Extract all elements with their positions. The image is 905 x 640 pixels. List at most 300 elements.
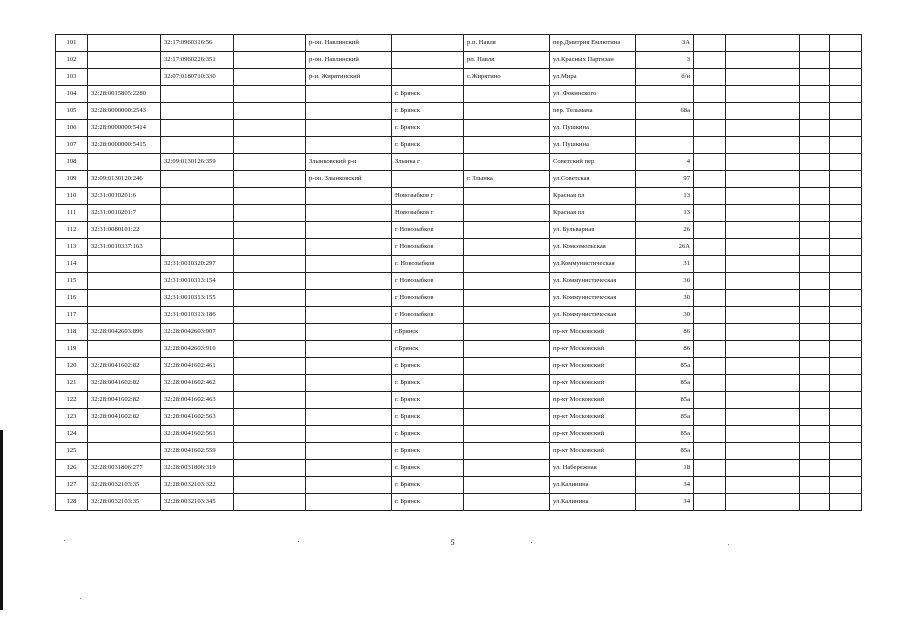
table-cell: 85а: [636, 392, 694, 409]
table-cell: г Новозыбков: [392, 290, 464, 307]
table-cell: 31: [636, 256, 694, 273]
table-cell: г. Брянск: [392, 375, 464, 392]
table-cell: [306, 494, 392, 511]
table-cell: [694, 460, 726, 477]
table-cell: [726, 477, 800, 494]
table-cell: г. Брянск: [392, 86, 464, 103]
table-cell: г. Брянск: [392, 426, 464, 443]
table-cell: [726, 443, 800, 460]
table-cell: 34: [636, 494, 694, 511]
table-cell: ул.Красных Партизан: [550, 52, 636, 69]
table-cell: [800, 52, 830, 69]
table-cell: [830, 341, 862, 358]
table-cell: [800, 375, 830, 392]
table-cell: [830, 443, 862, 460]
table-cell: [234, 52, 306, 69]
table-row: [56, 426, 862, 443]
table-cell: [830, 409, 862, 426]
table-row: [56, 205, 862, 222]
table-row: [56, 120, 862, 137]
table-cell: [726, 290, 800, 307]
table-row: [56, 409, 862, 426]
table-cell: 68а: [636, 103, 694, 120]
table-cell: Новозыбков г: [392, 188, 464, 205]
table-cell: 32:28:0000000:5414: [88, 120, 161, 137]
table-cell: 101: [56, 35, 88, 52]
table-cell: [726, 35, 800, 52]
table-cell: 32:31:0010320:297: [161, 256, 234, 273]
table-cell: [306, 477, 392, 494]
table-cell: [306, 375, 392, 392]
table-cell: [694, 86, 726, 103]
table-cell: [392, 69, 464, 86]
table-cell: [694, 324, 726, 341]
table-cell: [464, 120, 550, 137]
table-cell: [694, 120, 726, 137]
table-cell: 121: [56, 375, 88, 392]
table-cell: 107: [56, 137, 88, 154]
table-cell: 32:28:0041602:82: [88, 409, 161, 426]
table-cell: 13: [636, 205, 694, 222]
table-cell: пр-кт Московский: [550, 409, 636, 426]
table-cell: Злынка г: [392, 154, 464, 171]
table-cell: ул. Бульварная: [550, 222, 636, 239]
table-cell: [800, 222, 830, 239]
table-cell: ул. Коммунистическая: [550, 290, 636, 307]
table-cell: 115: [56, 273, 88, 290]
table-cell: [161, 222, 234, 239]
table-cell: [726, 86, 800, 103]
table-cell: [694, 409, 726, 426]
table-cell: 32:28:0000000:2543: [88, 103, 161, 120]
table-cell: [726, 239, 800, 256]
table-cell: 32:28:0015805:2280: [88, 86, 161, 103]
table-cell: [306, 86, 392, 103]
table-cell: ул. Набережная: [550, 460, 636, 477]
table-cell: [694, 341, 726, 358]
table-cell: [464, 460, 550, 477]
table-cell: [726, 460, 800, 477]
table-cell: 30: [636, 307, 694, 324]
table-row: [56, 477, 862, 494]
table-cell: [234, 375, 306, 392]
table-cell: рп. Навля: [464, 52, 550, 69]
table-cell: 32:09:0130126:359: [161, 154, 234, 171]
table-cell: [800, 69, 830, 86]
table-cell: [636, 86, 694, 103]
table-cell: [234, 358, 306, 375]
table-cell: 32:28:0041602:82: [88, 375, 161, 392]
table-cell: [694, 290, 726, 307]
table-cell: [306, 273, 392, 290]
table-cell: [636, 137, 694, 154]
table-cell: 116: [56, 290, 88, 307]
table-cell: пр-кт Московский: [550, 392, 636, 409]
table-cell: б/н: [636, 69, 694, 86]
table-cell: [464, 239, 550, 256]
table-cell: [800, 460, 830, 477]
table-row: [56, 137, 862, 154]
table-cell: [88, 52, 161, 69]
table-cell: [830, 120, 862, 137]
table-cell: г.Брянск: [392, 341, 464, 358]
table-cell: 114: [56, 256, 88, 273]
table-cell: [726, 222, 800, 239]
table-cell: ул. Комсомольская: [550, 239, 636, 256]
table-cell: [306, 341, 392, 358]
table-cell: [830, 171, 862, 188]
table-cell: [234, 477, 306, 494]
table-cell: [88, 69, 161, 86]
table-cell: [234, 324, 306, 341]
table-cell: 32:28:0041602:559: [161, 443, 234, 460]
table-cell: 123: [56, 409, 88, 426]
table-cell: р-н. Жирятинский: [306, 69, 392, 86]
table-cell: [234, 494, 306, 511]
table-cell: [234, 426, 306, 443]
table-cell: [726, 256, 800, 273]
table-cell: [726, 341, 800, 358]
table-cell: пр-кт Московский: [550, 443, 636, 460]
table-row: [56, 341, 862, 358]
table-cell: ул. Коммунистическая: [550, 273, 636, 290]
table-cell: 32:31:0010313:186: [161, 307, 234, 324]
table-cell: [830, 222, 862, 239]
table-cell: [694, 358, 726, 375]
table-cell: 112: [56, 222, 88, 239]
table-cell: [726, 103, 800, 120]
table-cell: [694, 494, 726, 511]
table-cell: [800, 273, 830, 290]
table-cell: [830, 239, 862, 256]
table-cell: [392, 171, 464, 188]
table-cell: [234, 69, 306, 86]
table-cell: 26А: [636, 239, 694, 256]
table-cell: [306, 222, 392, 239]
table-cell: [830, 290, 862, 307]
table-cell: [800, 341, 830, 358]
table-cell: 128: [56, 494, 88, 511]
table-cell: ул.Коммунистическая: [550, 256, 636, 273]
table-cell: [464, 188, 550, 205]
table-cell: 32:28:0032103:35: [88, 477, 161, 494]
table-cell: 119: [56, 341, 88, 358]
table-cell: ул. Фокинского: [550, 86, 636, 103]
table-cell: [694, 52, 726, 69]
table-cell: 108: [56, 154, 88, 171]
table-cell: [88, 443, 161, 460]
table-cell: [161, 103, 234, 120]
table-cell: [464, 358, 550, 375]
table-cell: [694, 171, 726, 188]
table-cell: ул.Калинина: [550, 494, 636, 511]
table-cell: 32:28:0032103:35: [88, 494, 161, 511]
table-cell: р-он. Навлинский: [306, 35, 392, 52]
table-cell: [306, 460, 392, 477]
table-cell: [464, 392, 550, 409]
table-cell: [306, 290, 392, 307]
table-cell: 32:28:0042603:910: [161, 341, 234, 358]
table-cell: [464, 494, 550, 511]
table-cell: [726, 154, 800, 171]
table-row: [56, 239, 862, 256]
table-cell: [636, 120, 694, 137]
table-cell: 85а: [636, 443, 694, 460]
table-cell: [694, 477, 726, 494]
table-row: [56, 222, 862, 239]
table-row: [56, 35, 862, 52]
table-cell: г. Брянск: [392, 443, 464, 460]
table-cell: [88, 154, 161, 171]
table-cell: [88, 35, 161, 52]
table-cell: [234, 205, 306, 222]
table-cell: [800, 409, 830, 426]
table-cell: [726, 494, 800, 511]
table-cell: 86: [636, 324, 694, 341]
table-cell: 120: [56, 358, 88, 375]
table-cell: [830, 324, 862, 341]
table-cell: 13: [636, 188, 694, 205]
table-cell: 32:28:0041602:82: [88, 358, 161, 375]
scan-speck: [728, 544, 729, 545]
table-cell: [830, 52, 862, 69]
table-cell: [726, 426, 800, 443]
page-number: 5: [450, 538, 455, 547]
table-cell: 30: [636, 290, 694, 307]
table-cell: [234, 154, 306, 171]
table-cell: [800, 205, 830, 222]
table-cell: [464, 103, 550, 120]
table-cell: 105: [56, 103, 88, 120]
table-cell: [306, 256, 392, 273]
table-cell: 85а: [636, 409, 694, 426]
table-cell: 97: [636, 171, 694, 188]
table-cell: [234, 86, 306, 103]
table-cell: г. Брянск: [392, 392, 464, 409]
table-cell: [464, 86, 550, 103]
table-cell: 3: [636, 52, 694, 69]
table-row: [56, 86, 862, 103]
table-cell: [694, 154, 726, 171]
table-cell: [830, 69, 862, 86]
table-cell: [726, 307, 800, 324]
scan-speck: [531, 542, 532, 543]
table-cell: [234, 392, 306, 409]
table-cell: [830, 154, 862, 171]
table-cell: 111: [56, 205, 88, 222]
table-cell: [88, 273, 161, 290]
table-cell: [306, 324, 392, 341]
table-cell: [830, 494, 862, 511]
table-cell: [800, 307, 830, 324]
table-cell: [464, 205, 550, 222]
table-cell: [830, 426, 862, 443]
table-cell: 26: [636, 222, 694, 239]
table-cell: [88, 426, 161, 443]
table-cell: [306, 307, 392, 324]
table-cell: [306, 120, 392, 137]
table-cell: [800, 324, 830, 341]
table-cell: 32:31:0010201:7: [88, 205, 161, 222]
table-cell: [800, 137, 830, 154]
table-cell: г. Злынка: [464, 171, 550, 188]
table-cell: [800, 120, 830, 137]
table-cell: [306, 205, 392, 222]
table-cell: [392, 35, 464, 52]
table-cell: [306, 409, 392, 426]
table-cell: ул. Пушкина: [550, 137, 636, 154]
table-row: [56, 375, 862, 392]
table-cell: [726, 358, 800, 375]
table-cell: [800, 171, 830, 188]
table-cell: [306, 188, 392, 205]
table-cell: 125: [56, 443, 88, 460]
table-row: [56, 290, 862, 307]
table-cell: [464, 477, 550, 494]
table-cell: [694, 188, 726, 205]
table-cell: 117: [56, 307, 88, 324]
table-cell: [234, 273, 306, 290]
table-cell: пр-кт Московский: [550, 341, 636, 358]
table-cell: г. Новозыбков: [392, 256, 464, 273]
table-cell: Новозыбков г: [392, 205, 464, 222]
table-cell: 34: [636, 477, 694, 494]
table-cell: [830, 358, 862, 375]
table-cell: [464, 409, 550, 426]
scan-speck: [298, 541, 299, 542]
table-cell: 113: [56, 239, 88, 256]
table-cell: 118: [56, 324, 88, 341]
registry-table: [55, 34, 862, 511]
table-cell: [726, 375, 800, 392]
table-cell: [88, 256, 161, 273]
table-cell: [830, 188, 862, 205]
table-row: [56, 69, 862, 86]
table-cell: г. Брянск: [392, 137, 464, 154]
table-cell: г Новозыбков: [392, 222, 464, 239]
table-cell: 32:28:0000000:5415: [88, 137, 161, 154]
table-cell: 32:31:0080101:22: [88, 222, 161, 239]
table-cell: [464, 273, 550, 290]
table-row: [56, 188, 862, 205]
table-row: [56, 324, 862, 341]
table-cell: 126: [56, 460, 88, 477]
table-cell: [234, 307, 306, 324]
table-cell: 109: [56, 171, 88, 188]
table-cell: 32:31:0010313:154: [161, 273, 234, 290]
table-cell: [88, 290, 161, 307]
table-cell: ул.Советская: [550, 171, 636, 188]
table-cell: [694, 273, 726, 290]
table-cell: 32:31:0010337:163: [88, 239, 161, 256]
table-cell: [830, 256, 862, 273]
table-cell: ул. Коммунистическая: [550, 307, 636, 324]
table-cell: [800, 103, 830, 120]
table-cell: 32:28:0041602:561: [161, 426, 234, 443]
table-cell: [234, 409, 306, 426]
table-cell: [830, 86, 862, 103]
table-cell: [464, 256, 550, 273]
table-cell: Красная пл: [550, 205, 636, 222]
table-cell: пер. Тельмана: [550, 103, 636, 120]
table-cell: 32:17:0960316:56: [161, 35, 234, 52]
table-cell: [800, 35, 830, 52]
table-cell: 86: [636, 341, 694, 358]
table-cell: [694, 103, 726, 120]
table-cell: [800, 239, 830, 256]
table-cell: 103: [56, 69, 88, 86]
table-cell: [234, 222, 306, 239]
table-row: [56, 392, 862, 409]
table-cell: [726, 392, 800, 409]
scan-speck: [64, 540, 65, 541]
table-cell: 32:28:0041602:82: [88, 392, 161, 409]
table-cell: 32:28:0031806:277: [88, 460, 161, 477]
table-cell: [800, 86, 830, 103]
table-cell: [830, 307, 862, 324]
table-cell: [161, 188, 234, 205]
table-cell: 32:17:0960226:351: [161, 52, 234, 69]
table-cell: 124: [56, 426, 88, 443]
table-cell: [306, 443, 392, 460]
table-cell: 106: [56, 120, 88, 137]
table-row: [56, 154, 862, 171]
table-row: [56, 494, 862, 511]
table-cell: [800, 392, 830, 409]
table-cell: [694, 137, 726, 154]
table-cell: [694, 426, 726, 443]
table-cell: [800, 443, 830, 460]
table-cell: [88, 307, 161, 324]
table-cell: г. Брянск: [392, 460, 464, 477]
table-cell: г. Брянск: [392, 103, 464, 120]
table-cell: Красная пл: [550, 188, 636, 205]
table-cell: [694, 256, 726, 273]
table-cell: [234, 443, 306, 460]
table-cell: [830, 375, 862, 392]
table-cell: [234, 137, 306, 154]
table-row: [56, 171, 862, 188]
table-cell: г. Брянск: [392, 409, 464, 426]
table-cell: [161, 205, 234, 222]
table-cell: [830, 460, 862, 477]
table-cell: [161, 120, 234, 137]
table-cell: [234, 188, 306, 205]
table-cell: [726, 324, 800, 341]
table-cell: 30: [636, 273, 694, 290]
table-cell: 32:31:0010313:155: [161, 290, 234, 307]
scan-speck: [80, 598, 81, 599]
table-cell: [306, 103, 392, 120]
table-cell: Советский пер: [550, 154, 636, 171]
table-cell: ул.Мира: [550, 69, 636, 86]
table-cell: [694, 205, 726, 222]
table-cell: [726, 52, 800, 69]
table-cell: [234, 341, 306, 358]
table-cell: [694, 35, 726, 52]
table-cell: пр-кт Московский: [550, 324, 636, 341]
table-cell: пр-кт Московский: [550, 426, 636, 443]
table-cell: [234, 103, 306, 120]
table-cell: [830, 137, 862, 154]
table-cell: 32:28:0042603:896: [88, 324, 161, 341]
table-cell: [830, 103, 862, 120]
table-cell: 32:09:0130120:246: [88, 171, 161, 188]
table-cell: пер.Дмитрия Емлютина: [550, 35, 636, 52]
table-cell: [88, 341, 161, 358]
table-cell: 32:28:0041602:563: [161, 409, 234, 426]
table-cell: [830, 477, 862, 494]
